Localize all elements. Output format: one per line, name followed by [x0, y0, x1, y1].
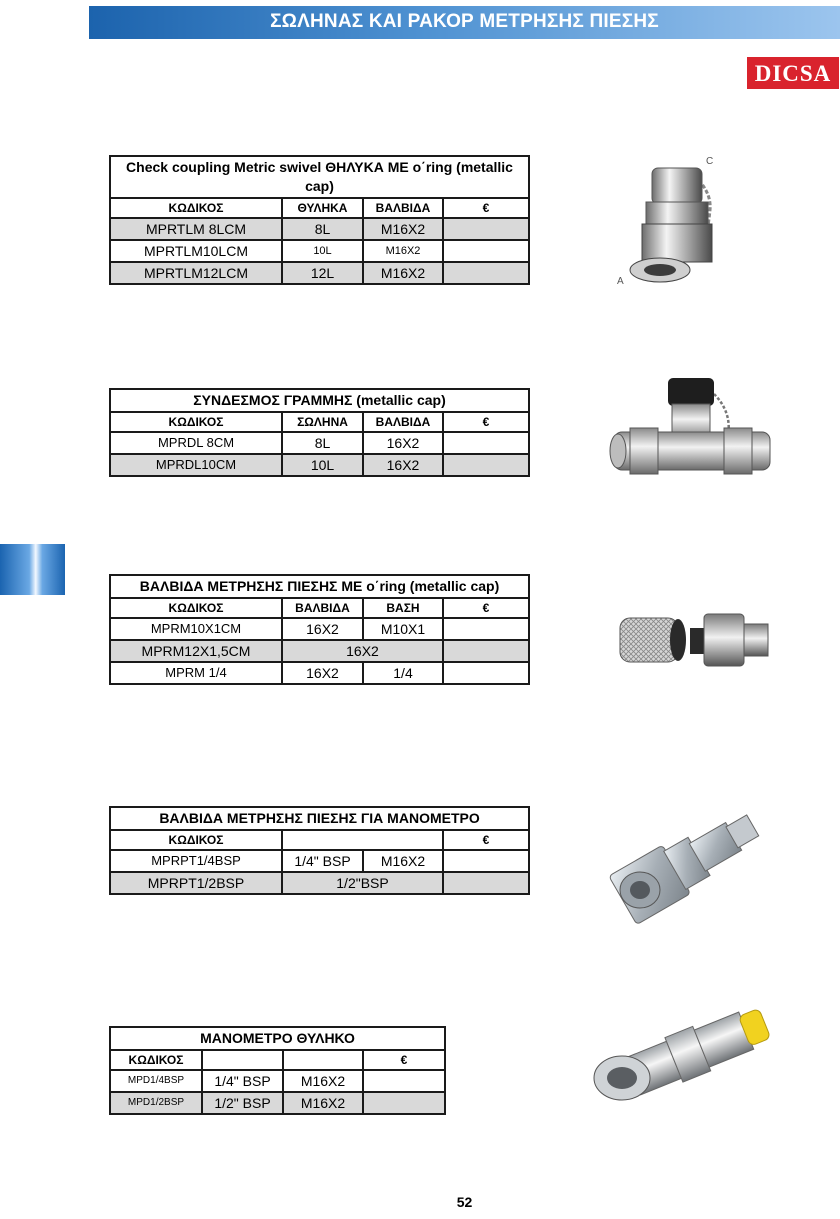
price-cell [363, 1070, 445, 1092]
valve-cell: M16X2 [363, 218, 443, 240]
column-header-blank [202, 1050, 283, 1070]
figure-label-a: A [617, 276, 624, 287]
column-header-code: ΚΩΔΙΚΟΣ [110, 1050, 202, 1070]
table-row [110, 454, 529, 476]
column-header-price: € [443, 412, 529, 432]
product-code: MPRTLM 8LCM [110, 218, 282, 240]
product-code: MPRTLM10LCM [110, 240, 282, 262]
table-title: ΒΑΛΒΙΔΑ ΜΕΤΡΗΣΗΣ ΠΙΕΣΗΣ ΓΙΑ ΜΑΝΟΜΕΤΡΟ [110, 807, 529, 830]
table-row [110, 850, 529, 872]
size-cell: 10L [282, 240, 363, 262]
product-code: MPRM 1/4 [110, 662, 282, 684]
table-pressure-valve [109, 574, 530, 685]
table-gauge-valve [109, 806, 530, 895]
table-title: ΒΑΛΒΙΔΑ ΜΕΤΡΗΣΗΣ ΠΙΕΣΗΣ ΜΕ o΄ring (metallic cap) [110, 575, 529, 598]
column-header-price: € [443, 830, 529, 850]
table-row [110, 640, 529, 662]
column-header-blank [282, 830, 443, 850]
table-line-connector [109, 388, 530, 477]
logo-text: DICSA [754, 61, 832, 86]
size-cell: 8L [282, 432, 363, 454]
price-cell [443, 454, 529, 476]
product-code: MPRM10X1CM [110, 618, 282, 640]
gauge-female-photo [588, 1000, 788, 1104]
table-row [110, 1070, 445, 1092]
column-header-base: ΒΑΣΗ [363, 598, 443, 618]
column-header-code: ΚΩΔΙΚΟΣ [110, 198, 282, 218]
table-row [110, 262, 529, 284]
page-header-bar [89, 6, 840, 39]
column-header-valve: ΒΑΛΒΙΔΑ [363, 412, 443, 432]
price-cell [443, 240, 529, 262]
table-gauge-female [109, 1026, 446, 1115]
product-code: MPRTLM12LCM [110, 262, 282, 284]
column-header-code: ΚΩΔΙΚΟΣ [110, 598, 282, 618]
valve-cell: 16X2 [282, 662, 363, 684]
price-cell [443, 640, 529, 662]
page-number: 52 [456, 1194, 473, 1210]
table-row [110, 432, 529, 454]
valve-cell: 16X2 [363, 432, 443, 454]
thread-cell: 1/2" BSP [202, 1092, 283, 1114]
gauge-valve-photo [604, 798, 774, 924]
base-cell: M10X1 [363, 618, 443, 640]
size-cell: 10L [282, 454, 363, 476]
table-row [110, 1092, 445, 1114]
table-row [110, 618, 529, 640]
product-code: MPRPT1/4BSP [110, 850, 282, 872]
price-cell [443, 432, 529, 454]
product-code: MPRM12X1,5CM [110, 640, 282, 662]
thread-cell: 1/4" BSP [282, 850, 363, 872]
product-code: MPRDL 8CM [110, 432, 282, 454]
size-cell: 8L [282, 218, 363, 240]
column-header-blank [283, 1050, 363, 1070]
price-cell [363, 1092, 445, 1114]
column-header-price: € [363, 1050, 445, 1070]
product-code: MPRPT1/2BSP [110, 872, 282, 894]
size-cell: 12L [282, 262, 363, 284]
valve-cell: 16X2 [282, 640, 443, 662]
price-cell [443, 262, 529, 284]
column-header-female: ΘΥΛΗΚΑ [282, 198, 363, 218]
price-cell [443, 662, 529, 684]
valve-cell: M16X2 [363, 850, 443, 872]
valve-cell: 16X2 [363, 454, 443, 476]
base-cell: 1/4 [363, 662, 443, 684]
table-check-coupling [109, 155, 530, 285]
table-title: Check coupling Metric swivel ΘΗΛΥΚΑ ΜΕ o΄ring (metallic cap) [110, 156, 529, 198]
column-header-valve: ΒΑΛΒΙΔΑ [363, 198, 443, 218]
table-row [110, 872, 529, 894]
table-title: ΜΑΝΟΜΕΤΡΟ ΘΥΛΗΚΟ [110, 1027, 445, 1050]
table-row [110, 240, 529, 262]
product-code: MPRDL10CM [110, 454, 282, 476]
product-code: MPD1/4BSP [110, 1070, 202, 1092]
column-header-code: ΚΩΔΙΚΟΣ [110, 830, 282, 850]
pressure-valve-photo [616, 604, 772, 674]
thread-cell: 1/2"BSP [282, 872, 443, 894]
table-title: ΣΥΝΔΕΣΜΟΣ ΓΡΑΜΜΗΣ (metallic cap) [110, 389, 529, 412]
figure-label-c: C [706, 156, 714, 167]
column-header-code: ΚΩΔΙΚΟΣ [110, 412, 282, 432]
valve-cell: 16X2 [282, 618, 363, 640]
column-header-valve: ΒΑΛΒΙΔΑ [282, 598, 363, 618]
thread-cell: 1/4" BSP [202, 1070, 283, 1092]
product-code: MPD1/2BSP [110, 1092, 202, 1114]
valve-cell: M16X2 [363, 240, 443, 262]
table-row [110, 218, 529, 240]
valve-cell: M16X2 [283, 1092, 363, 1114]
price-cell [443, 218, 529, 240]
section-side-tab [0, 544, 65, 595]
dicsa-logo [747, 57, 839, 89]
column-header-price: € [443, 198, 529, 218]
price-cell [443, 872, 529, 894]
column-header-pipe: ΣΩΛΗΝΑ [282, 412, 363, 432]
valve-cell: M16X2 [283, 1070, 363, 1092]
table-row [110, 662, 529, 684]
price-cell [443, 618, 529, 640]
price-cell [443, 850, 529, 872]
line-connector-photo [606, 372, 778, 498]
valve-cell: M16X2 [363, 262, 443, 284]
page-title: ΣΩΛΗΝΑΣ ΚΑΙ ΡΑΚΟΡ ΜΕΤΡΗΣΗΣ ΠΙΕΣΗΣ [270, 11, 659, 32]
column-header-price: € [443, 598, 529, 618]
check-coupling-photo [612, 150, 732, 290]
